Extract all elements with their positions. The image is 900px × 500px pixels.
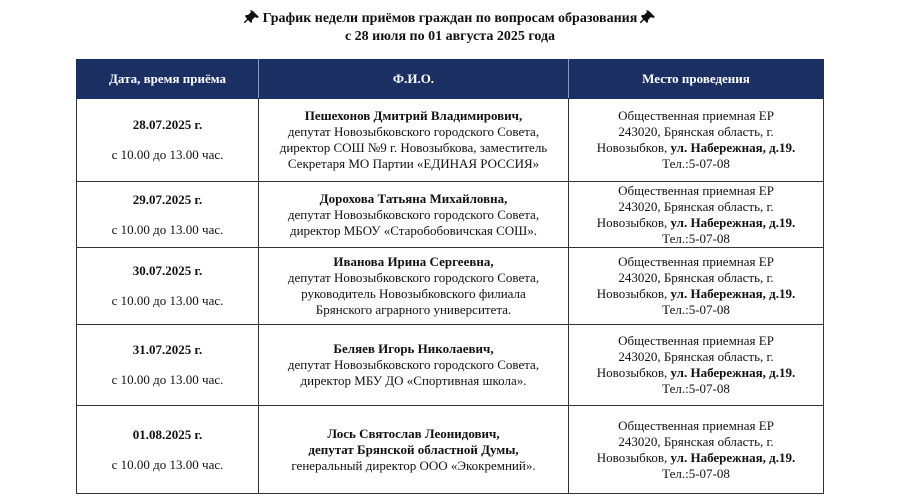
place-cell: [569, 406, 824, 494]
date-cell: [77, 248, 259, 325]
date-cell: [77, 182, 259, 248]
header-date: Дата, время приёма: [77, 60, 259, 99]
person-name: Беляев Игорь Николаевич,: [333, 341, 494, 356]
time: с 10.00 до 13.00 час.: [111, 147, 224, 162]
person-desc: руководитель Новозыбковского филиала: [301, 286, 526, 301]
place-cell: [569, 99, 824, 182]
person-desc: директор МБОУ «Старобобовичская СОШ».: [289, 222, 538, 238]
place-address: 243020, Брянская область, г.: [618, 124, 774, 139]
place-street: ул. Набережная, д.19.: [670, 286, 796, 301]
table-row: [77, 99, 824, 182]
table-row: [77, 248, 824, 325]
time: с 10.00 до 13.00 час.: [111, 221, 224, 237]
place-city: Новозыбков,: [596, 214, 668, 230]
person-cell: [259, 99, 569, 182]
header-place: Место проведения: [569, 60, 824, 99]
person-name: Пешехонов Дмитрий Владимирович,: [304, 108, 523, 123]
person-name: Иванова Ирина Сергеевна,: [333, 254, 494, 269]
place-city: Новозыбков,: [596, 365, 668, 380]
person-name: Лось Святослав Леонидович,: [327, 425, 500, 441]
place-name: Общественная приемная ЕР: [618, 417, 774, 433]
place-street: ул. Набережная, д.19.: [670, 140, 796, 155]
person-cell: [259, 406, 569, 494]
place-address: 243020, Брянская область, г.: [618, 349, 774, 364]
date: 28.07.2025 г.: [132, 117, 203, 132]
place-city: Новозыбков,: [596, 449, 668, 465]
place-cell: [569, 182, 824, 248]
person-desc: депутат Новозыбковского городского Совета,: [287, 270, 540, 285]
place-name: Общественная приемная ЕР: [618, 108, 774, 123]
person-desc: директор МБУ ДО «Спортивная школа».: [300, 373, 527, 388]
place-street: ул. Набережная, д.19.: [670, 214, 796, 230]
place-city: Новозыбков,: [596, 140, 668, 155]
person-cell: [259, 325, 569, 406]
place-cell: [569, 248, 824, 325]
time: с 10.00 до 13.00 час.: [111, 372, 224, 387]
person-title: депутат Брянской областной Думы,: [308, 441, 519, 457]
date: 30.07.2025 г.: [132, 263, 203, 278]
date-cell: [77, 99, 259, 182]
place-address: 243020, Брянская область, г.: [618, 433, 774, 449]
time: с 10.00 до 13.00 час.: [111, 456, 224, 472]
place-street: ул. Набережная, д.19.: [670, 449, 796, 465]
date-cell: [77, 406, 259, 494]
place-street: ул. Набережная, д.19.: [670, 365, 796, 380]
pushpin-icon: [244, 10, 260, 24]
header-name: Ф.И.О.: [259, 60, 569, 99]
place-phone: Тел.:5-07-08: [662, 381, 730, 396]
pushpin-icon: [640, 10, 656, 24]
person-desc: директор СОШ №9 г. Новозыбкова, заместитель: [279, 140, 548, 155]
title-line-1: [0, 10, 900, 28]
table-header-row: [77, 60, 824, 99]
person-desc: генеральный директор ООО «Экокремний».: [291, 457, 536, 473]
time: с 10.00 до 13.00 час.: [111, 293, 224, 308]
place-name: Общественная приемная ЕР: [618, 333, 774, 348]
date: 01.08.2025 г.: [132, 426, 203, 442]
place-address: 243020, Брянская область, г.: [618, 270, 774, 285]
person-desc: депутат Новозыбковского городского Совета,: [287, 124, 540, 139]
place-name: Общественная приемная ЕР: [618, 182, 774, 198]
person-cell: [259, 182, 569, 248]
place-phone: Тел.:5-07-08: [662, 230, 730, 246]
person-name: Дорохова Татьяна Михайловна,: [319, 190, 508, 206]
place-phone: Тел.:5-07-08: [662, 465, 730, 481]
place-phone: Тел.:5-07-08: [662, 156, 730, 171]
person-desc: депутат Новозыбковского городского Совета,: [287, 206, 540, 222]
person-cell: [259, 248, 569, 325]
place-address: 243020, Брянская область, г.: [618, 198, 774, 214]
place-city: Новозыбков,: [596, 286, 668, 301]
title-text-1: График недели приёмов граждан по вопросам образования: [262, 11, 638, 26]
place-name: Общественная приемная ЕР: [618, 254, 774, 269]
person-desc: депутат Новозыбковского городского Совета,: [287, 357, 540, 372]
table-row: [77, 182, 824, 248]
person-desc: Брянского аграрного университета.: [315, 302, 512, 317]
person-desc: Секретаря МО Партии «ЕДИНАЯ РОССИЯ»: [287, 156, 540, 171]
schedule-table: [76, 59, 824, 494]
page-title: [0, 0, 900, 46]
date: 31.07.2025 г.: [132, 342, 203, 357]
place-cell: [569, 325, 824, 406]
date-cell: [77, 325, 259, 406]
date: 29.07.2025 г.: [132, 191, 203, 207]
table-row: [77, 325, 824, 406]
place-phone: Тел.:5-07-08: [662, 302, 730, 317]
title-line-2: с 28 июля по 01 августа 2025 года: [344, 29, 556, 44]
table-row: [77, 406, 824, 494]
